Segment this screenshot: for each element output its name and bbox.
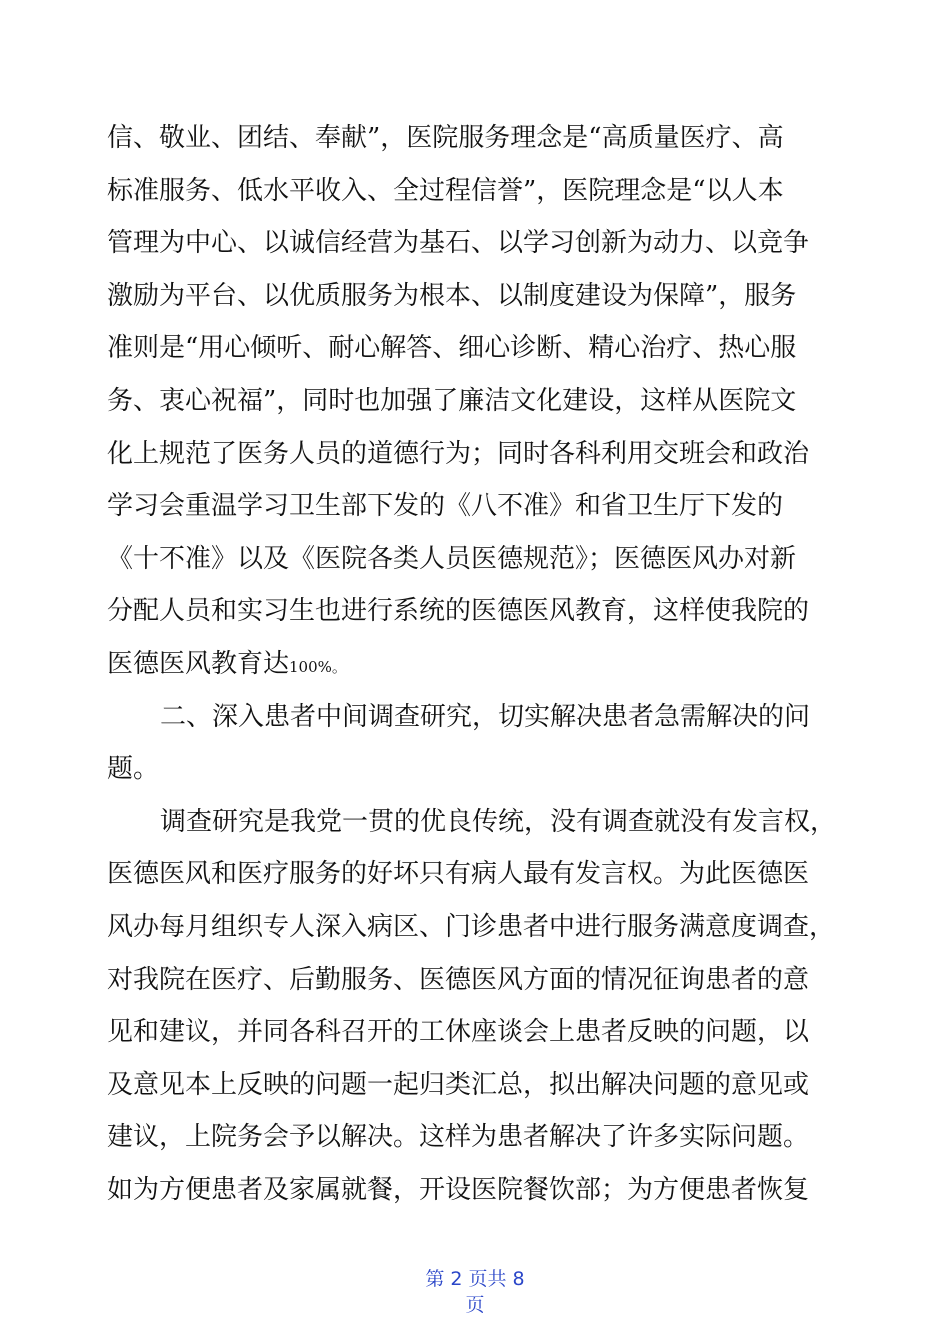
text-line-content: 题。 — [107, 754, 160, 785]
text-line-content: 《十不准》以及《医院各类人员医德规范》；医德医风办对新 — [107, 543, 797, 574]
text-line-content: 信、敬业、团结、奉献”，医院服务理念是“高质量医疗、高 — [107, 123, 784, 153]
text-line — [107, 954, 847, 1007]
text-line-content: 风办每月组织专人深入病区、门诊患者中进行服务满意度调查， — [107, 911, 836, 942]
text-line — [107, 217, 847, 270]
text-line-content: 学习会重温学习卫生部下发的《八不准》和省卫生厅下发的 — [107, 491, 784, 522]
text-line-content: 分配人员和实习生也进行系统的医德医风教育，这样使我院的 — [107, 596, 810, 627]
text-line-content: 二、深入患者中间调查研究，切实解决患者急需解决的问 — [160, 701, 811, 732]
text-line — [107, 270, 847, 323]
text-line — [107, 848, 847, 901]
text-line-content: 医德医风和医疗服务的好坏只有病人最有发言权。为此医德医 — [107, 859, 810, 890]
page-number-footer-continued: 页 — [465, 1294, 485, 1316]
document-body — [107, 112, 847, 1216]
text-line-content: 管理为中心、以诚信经营为基石、以学习创新为动力、以竞争 — [107, 228, 810, 259]
text-line — [107, 796, 847, 849]
text-line — [107, 165, 847, 218]
text-line — [107, 375, 847, 428]
text-line — [107, 1059, 847, 1112]
text-line — [107, 691, 847, 744]
text-line-content: 标准服务、低水平收入、全过程信誉”，医院理念是“以人本 — [107, 175, 784, 206]
text-line-content: 及意见本上反映的问题一起归类汇总，拟出解决问题的意见或 — [107, 1069, 810, 1100]
text-line — [107, 638, 847, 691]
text-line — [107, 1111, 847, 1164]
text-line — [107, 1006, 847, 1059]
text-line — [107, 533, 847, 586]
text-line-content: 化上规范了医务人员的道德行为；同时各科利用交班会和政治 — [107, 438, 810, 469]
text-line-content: 如为方便患者及家属就餐，开设医院餐饮部；为方便患者恢复 — [107, 1174, 810, 1205]
percentage-value: 100%。 — [289, 657, 347, 676]
text-line-content: 激励为平台、以优质服务为根本、以制度建设为保障”，服务 — [107, 280, 797, 311]
text-line — [107, 112, 847, 165]
text-line-content: 调查研究是我党一贯的优良传统，没有调查就没有发言权， — [160, 806, 837, 837]
text-line — [107, 322, 847, 375]
text-line — [107, 585, 847, 638]
text-line — [107, 901, 847, 954]
text-line-content: 见和建议，并同各科召开的工休座谈会上患者反映的问题，以 — [107, 1017, 810, 1048]
text-line-content: 准则是“用心倾听、耐心解答、细心诊断、精心治疗、热心服 — [107, 333, 797, 364]
text-line-content: 医德医风教育达 — [107, 648, 290, 679]
text-line — [107, 743, 847, 796]
text-line-content: 务、衷心祝福”，同时也加强了廉洁文化建设，这样从医院文 — [107, 385, 797, 416]
text-line — [107, 428, 847, 481]
text-line — [107, 480, 847, 533]
text-line-content: 对我院在医疗、后勤服务、医德医风方面的情况征询患者的意 — [107, 964, 810, 995]
page-number-footer: 第 2 页共 8 — [425, 1268, 525, 1290]
text-line — [107, 1164, 847, 1217]
text-line-content: 建议，上院务会予以解决。这样为患者解决了许多实际问题。 — [107, 1122, 810, 1153]
